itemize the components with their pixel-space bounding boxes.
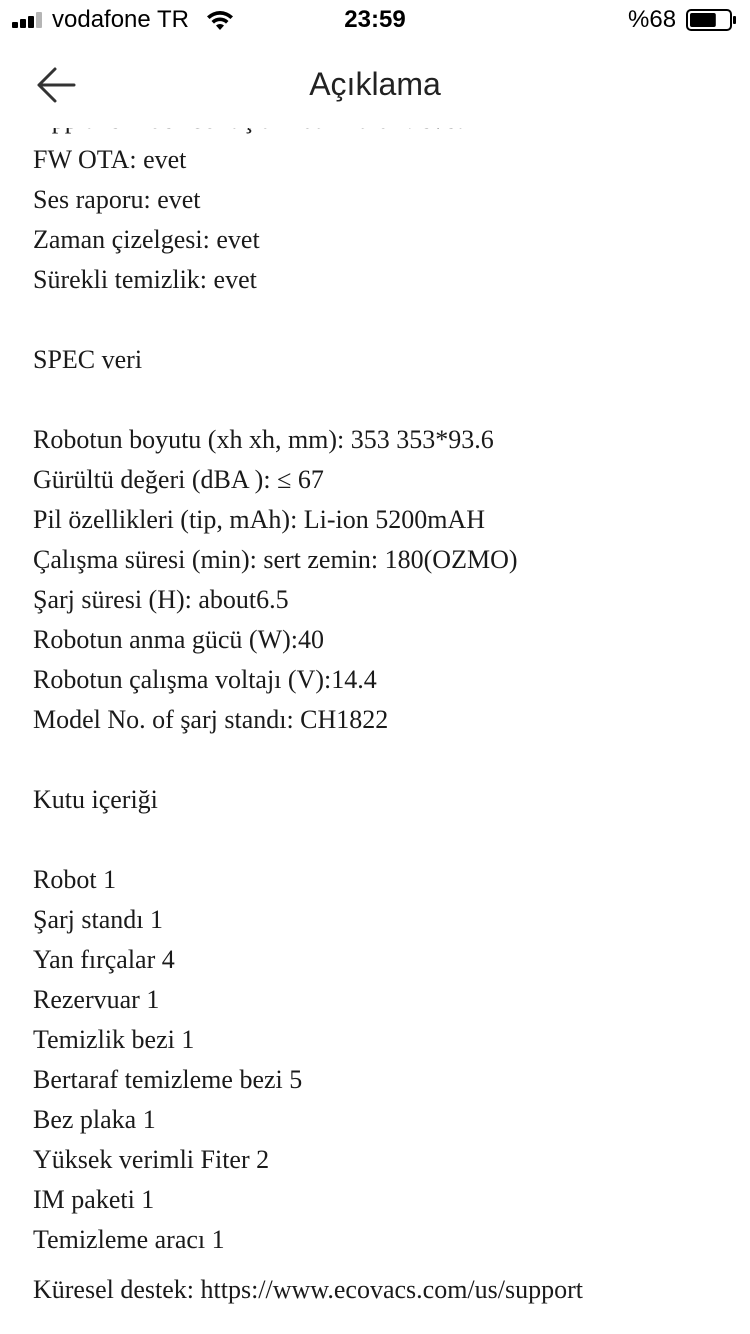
description-text [33,100,733,1310]
spec-item: Pil özellikleri (tip, mAh): Li-ion 5200mAH [33,505,486,534]
box-item: Rezervuar 1 [33,985,160,1014]
box-item: Robot 1 [33,865,117,894]
battery-fill [690,13,716,27]
box-item: Temizleme aracı 1 [33,1225,225,1254]
spec-list [33,420,733,740]
box-item: Bertaraf temizleme bezi 5 [33,1065,303,1094]
navigation-bar [0,40,750,128]
box-contents-list [33,860,733,1260]
box-contents-heading: Kutu içeriği [33,785,158,814]
spec-item: Şarj süresi (H): about6.5 [33,585,289,614]
support-link[interactable]: Küresel destek: https://www.ecovacs.com/us/support [33,1275,583,1304]
feature-list [33,140,733,300]
spec-item: Robotun anma gücü (W):40 [33,625,324,654]
spec-item: Robotun boyutu (xh xh, mm): 353 353*93.6 [33,425,494,454]
box-item: Yüksek verimli Fiter 2 [33,1145,270,1174]
feature-item: FW OTA: evet [33,145,187,174]
box-item: IM paketi 1 [33,1185,155,1214]
spec-item: Çalışma süresi (min): sert zemin: 180(OZMO) [33,545,518,574]
clock: 23:59 [344,6,406,33]
feature-item: Ses raporu: evet [33,185,201,214]
spec-heading: SPEC veri [33,345,143,374]
status-bar [0,0,750,40]
battery-percent: %68 [628,6,677,33]
carrier-name: vodafone TR [52,6,189,33]
box-item: Şarj standı 1 [33,905,163,934]
battery-icon [686,9,738,31]
box-item: Bez plaka 1 [33,1105,156,1134]
page-title: Açıklama [309,66,441,102]
description-content[interactable] [0,128,750,1334]
feature-item: Sürekli temizlik: evet [33,265,257,294]
spec-item: Model No. of şarj standı: CH1822 [33,705,389,734]
spec-item: Gürültü değeri (dBA ): ≤ 67 [33,465,324,494]
box-item: Temizlik bezi 1 [33,1025,195,1054]
feature-item: Zaman çizelgesi: evet [33,225,260,254]
box-item: Yan fırçalar 4 [33,945,175,974]
spec-item: Robotun çalışma voltajı (V):14.4 [33,665,377,694]
